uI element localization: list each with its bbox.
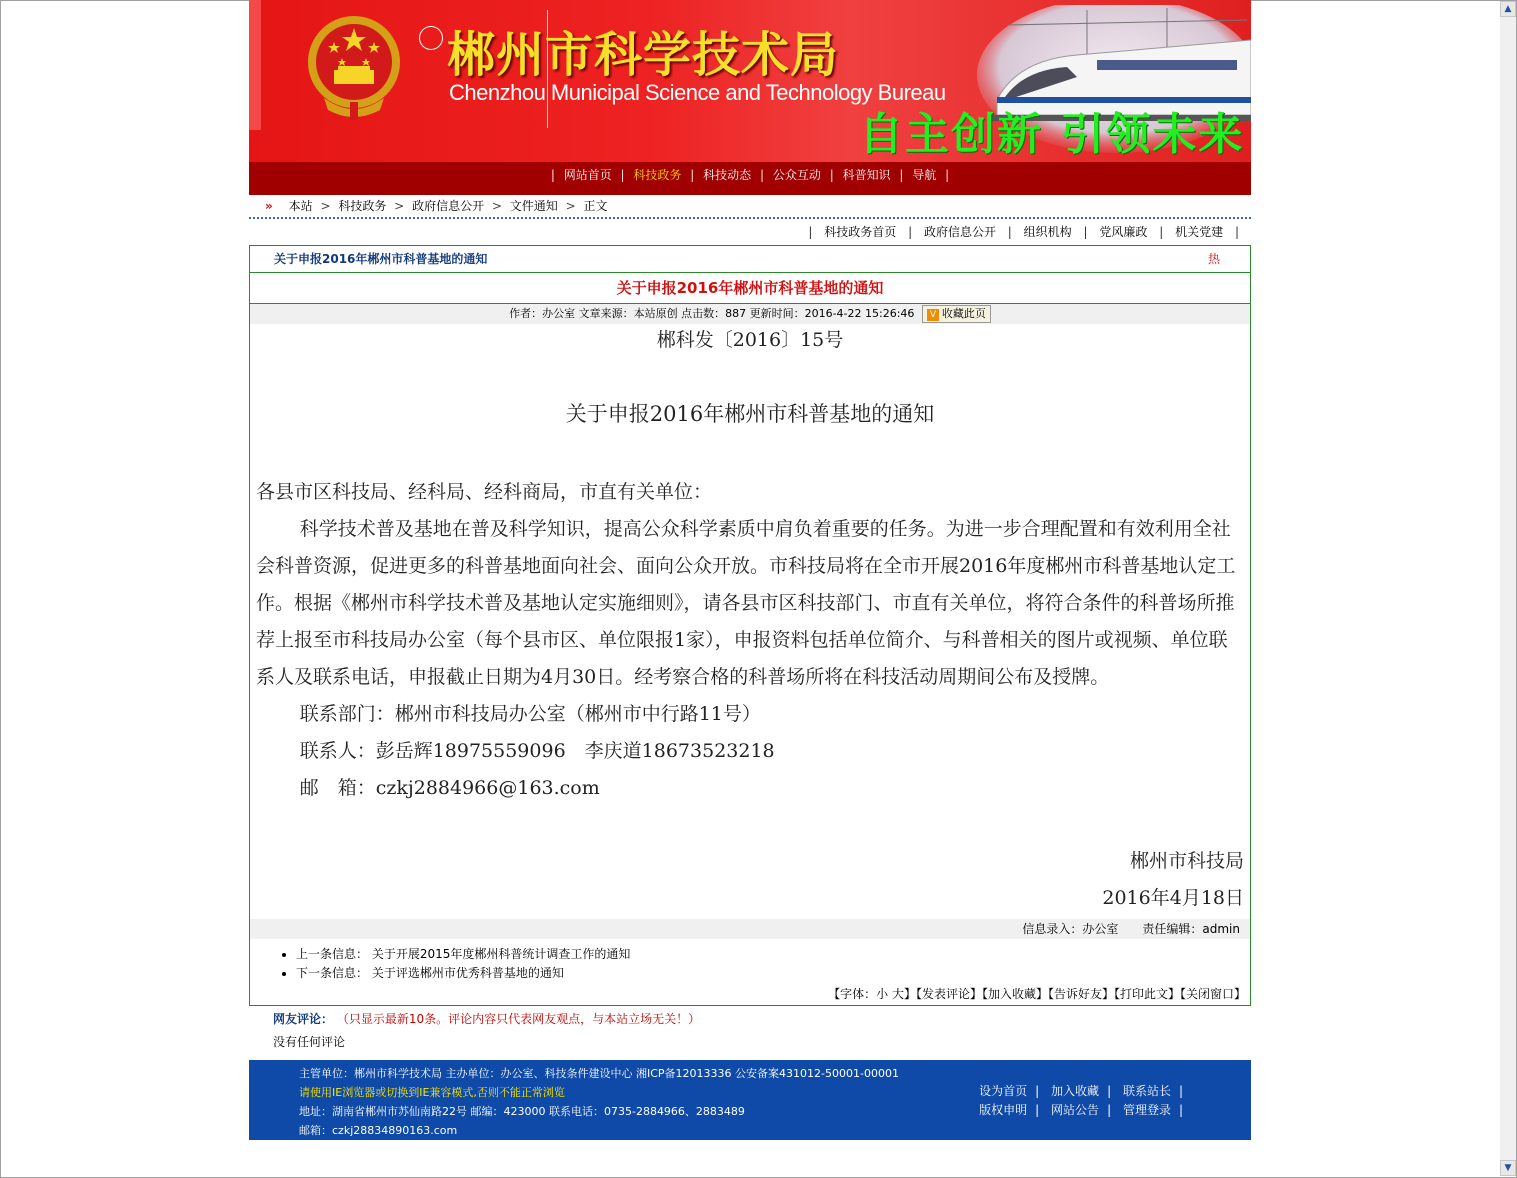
nav-item-sci-knowledge[interactable]: 科普知识 [842, 168, 891, 182]
nav-separator: | [759, 168, 765, 182]
subnav-item-integrity[interactable]: 党风廉政 [1099, 225, 1148, 239]
subnav-separator: | [1083, 225, 1088, 239]
scroll-up-arrow-icon[interactable]: ▲ [1500, 1, 1516, 17]
nav-item-sci-news[interactable]: 科技动态 [703, 168, 752, 182]
bookmark-icon: V [927, 309, 939, 321]
footer-links: 设为首页 | 加入收藏 | 联系站长 | 版权申明 | 网站公告 | 管理登录 | [979, 1084, 1183, 1117]
nav-item-navigation[interactable]: 导航 [912, 168, 937, 182]
body-paragraph: 科学技术普及基地在普及科学知识，提高公众科学素质中肩负着重要的任务。为进一步合理配置和有效利用全社会科普资源，促进更多的科普基地面向社会、面向公众开放。市科技局将在全市开展2016年度郴州市科普基地认定工作。根据《郴州市科学技术普及基地认定实施细则》，请各县市区科技部门、市直有关单位，将符合条件的科普场所推荐上报至市科技局办公室（每个县市区、单位限报1家），申报资料包括单位简介、与科普相关的图片或视频、单位联系人及联系电话，申报截止日期为4月30日。经考察合格的科普场所将在科技活动周期间公布及授牌。 [256, 518, 1236, 688]
footer-email: 邮箱：czkj28834890163.com [299, 1124, 458, 1137]
prev-next-list [280, 945, 1250, 983]
prev-article-link[interactable]: • 上一条信息： 关于开展2015年度郴州科普统计调查工作的通知 [296, 945, 1250, 964]
breadcrumb-item-notices[interactable]: 文件通知 [509, 199, 558, 213]
footer-link-admin-login[interactable]: 管理登录 [1122, 1103, 1171, 1117]
subnav-item-gov-info[interactable]: 政府信息公开 [923, 225, 996, 239]
subnav-item-organization[interactable]: 组织机构 [1023, 225, 1072, 239]
nav-item-home[interactable]: 网站首页 [563, 168, 612, 182]
site-footer [249, 1060, 1251, 1140]
subnav-separator: | [1234, 225, 1239, 239]
footer-info [299, 1064, 899, 1140]
entered-by: 信息录入：办公室 [1022, 922, 1119, 936]
subnav-separator: | [908, 225, 913, 239]
breadcrumb-item-current: 正文 [583, 199, 608, 213]
footer-address: 地址：湖南省郴州市苏仙南路22号 邮编：423000 联系电话：0735-2884966、2883489 [299, 1105, 745, 1118]
responsible-editor: 责任编辑：admin [1142, 922, 1240, 936]
article-box-title: 关于申报2016年郴州市科普基地的通知 [274, 252, 488, 266]
signature-org: 郴州市科技局 [1129, 850, 1244, 872]
editor-info [250, 919, 1250, 939]
article-tools[interactable]: 【字体：小 大】【发表评论】【加入收藏】【告诉好友】【打印此文】【关闭窗口】 [828, 987, 1246, 1001]
nav-separator: | [620, 168, 625, 182]
nav-item-sci-affairs[interactable]: 科技政务 [633, 168, 682, 182]
contact-person: 联系人：彭岳辉18975559096 李庆道18673523218 [299, 740, 775, 762]
subnav-item-affairs-home[interactable]: 科技政务首页 [824, 225, 897, 239]
document-title: 关于申报2016年郴州市科普基地的通知 [565, 402, 935, 426]
breadcrumb-separator: > [394, 199, 405, 213]
article-meta-text: 作者：办公室 文章来源：本站原创 点击数：887 更新时间：2016-4-22 15:26:46 [509, 307, 915, 320]
site-title-english: Chenzhou Municipal Science and Technology Bureau [449, 80, 946, 105]
nav-separator: | [690, 168, 695, 182]
bookmark-page-button[interactable] [922, 305, 991, 323]
contact-email: 邮 箱：czkj2884966@163.com [299, 777, 600, 799]
site-title-chinese: 郴州市科学技术局 [447, 27, 840, 83]
breadcrumb [249, 195, 1251, 219]
nav-separator: | [899, 168, 904, 182]
article-title: 关于申报2016年郴州市科普基地的通知 [250, 273, 1250, 304]
breadcrumb-separator: > [491, 199, 502, 213]
breadcrumb-item-gov-info[interactable]: 政府信息公开 [412, 199, 485, 213]
next-article-link[interactable]: • 下一条信息： 关于评选郴州市优秀科普基地的通知 [296, 964, 1250, 983]
footer-link-announcement[interactable]: 网站公告 [1051, 1103, 1100, 1117]
comments-empty: 没有任何评论 [273, 1035, 346, 1049]
subnav-separator: | [1159, 225, 1164, 239]
signature-date: 2016年4月18日 [1102, 887, 1244, 909]
hot-badge: 热 [1207, 252, 1220, 266]
addressee: 各县市区科技局、经科局、经科商局，市直有关单位： [256, 481, 713, 503]
sub-navigation [249, 219, 1251, 241]
breadcrumb-separator: > [320, 199, 331, 213]
page-container [249, 0, 1251, 1140]
footer-sponsor: 主管单位：郴州市科学技术局 主办单位：办公室、科技条件建设中心 湘ICP备12013336 公安备案431012-50001-00001 [299, 1067, 899, 1080]
banner-stripe [249, 0, 261, 130]
footer-link-copyright[interactable]: 版权申明 [979, 1103, 1028, 1117]
nav-separator: | [945, 168, 950, 182]
footer-browser-warning: 请使用IE浏览器或切换到IE兼容模式,否则不能正常浏览 [299, 1086, 565, 1099]
main-navigation [249, 162, 1251, 195]
article-box-header [250, 246, 1250, 273]
breadcrumb-separator: > [565, 199, 576, 213]
nav-separator: | [550, 168, 555, 182]
site-banner [249, 0, 1251, 162]
national-emblem-icon [304, 10, 404, 122]
vertical-scrollbar[interactable] [1500, 1, 1516, 1176]
contact-department: 联系部门：郴州市科技局办公室（郴州市中行路11号） [299, 703, 761, 725]
banner-slogan: 自主创新 引领未来 [859, 109, 1245, 160]
footer-link-set-home[interactable]: 设为首页 [979, 1084, 1028, 1098]
nav-separator: | [829, 168, 834, 182]
scroll-down-arrow-icon[interactable]: ▼ [1500, 1160, 1516, 1176]
breadcrumb-item-site[interactable]: 本站 [288, 199, 313, 213]
comments-note: （只显示最新10条。评论内容只代表网友观点，与本站立场无关！） [336, 1012, 701, 1026]
nav-item-public-interaction[interactable]: 公众互动 [772, 168, 821, 182]
decorative-circle [419, 26, 443, 50]
document-number: 郴科发〔2016〕15号 [656, 329, 844, 351]
subnav-separator: | [808, 225, 813, 239]
breadcrumb-arrow-icon: » [265, 199, 271, 213]
comments-section [249, 1010, 1251, 1050]
footer-link-add-favorite[interactable]: 加入收藏 [1051, 1084, 1100, 1098]
article-box [249, 245, 1251, 1006]
subnav-separator: | [1007, 225, 1012, 239]
article-meta [250, 304, 1250, 324]
bookmark-label: 收藏此页 [941, 307, 986, 320]
comments-label: 网友评论： [273, 1012, 334, 1026]
subnav-item-party-building[interactable]: 机关党建 [1175, 225, 1224, 239]
article-body [250, 324, 1250, 917]
breadcrumb-item-sci-affairs[interactable]: 科技政务 [338, 199, 387, 213]
footer-link-contact[interactable]: 联系站长 [1122, 1084, 1171, 1098]
